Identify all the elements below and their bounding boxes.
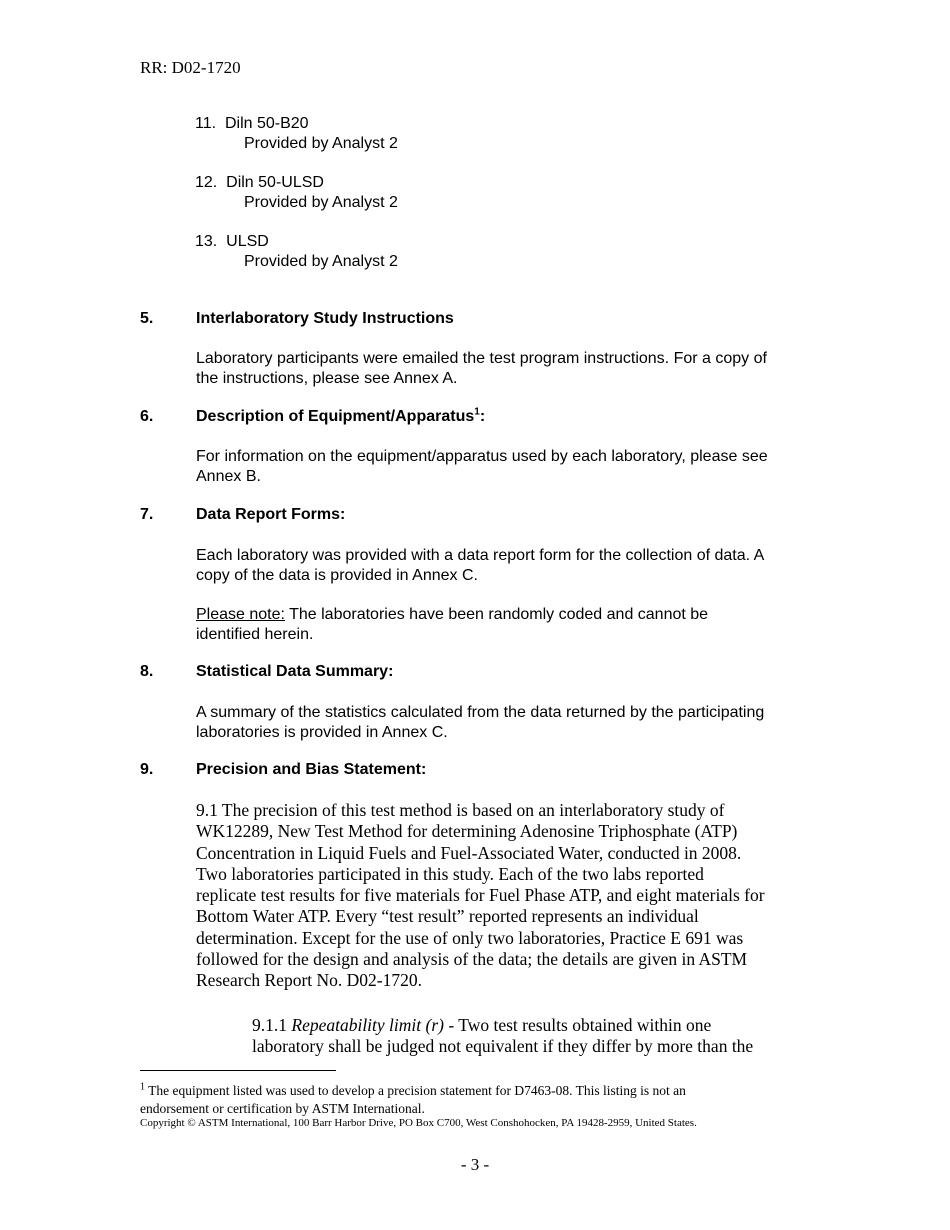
paragraph-line: Bottom Water ATP. Every “test result” reported represents an individual: [196, 906, 699, 927]
section-body-line: For information on the equipment/apparatus used by each laboratory, please see: [196, 448, 768, 465]
page-number: - 3 -: [460, 1155, 490, 1174]
section-number: 7.: [140, 506, 154, 523]
footnote-line: [140, 1082, 686, 1099]
repeatability-line: [252, 1015, 711, 1036]
section-body-line: copy of the data is provided in Annex C.: [196, 567, 478, 584]
list-item: [195, 114, 309, 134]
list-item-number: 11.: [195, 115, 217, 132]
paragraph-line: followed for the design and analysis of the data; the details are given in ASTM: [196, 949, 748, 970]
paragraph-text: - Two test results obtained within one: [443, 1015, 712, 1035]
precision-paragraph: [196, 800, 765, 992]
footnote-mark: 1: [140, 1081, 145, 1093]
list-item-number: 13.: [195, 233, 218, 250]
paragraph-line: replicate test results for five materials for Fuel Phase ATP, and eight materials for: [196, 885, 765, 906]
footnote-text: The equipment listed was used to develop a precision statement for D7463-08. This listing is not an: [145, 1083, 686, 1098]
paragraph-line: Two laboratories participated in this study. Each of the two labs reported: [196, 863, 704, 884]
list-item: [195, 173, 324, 193]
list-item-name: Diln 50-ULSD: [226, 174, 324, 191]
list-item-note: Provided by Analyst 2: [244, 253, 398, 270]
section-title-equipment: [196, 408, 485, 426]
footnote-separator: [140, 1070, 336, 1071]
section-title-statistics: Statistical Data Summary:: [196, 663, 394, 680]
list-item-note: Provided by Analyst 2: [244, 135, 398, 152]
footnote-ref: 1: [474, 406, 480, 418]
copyright-notice: Copyright © ASTM International, 100 Barr Harbor Drive, PO Box C700, West Conshohocken, PA 19428-2959, United States.: [140, 1117, 697, 1129]
section-number: 8.: [140, 663, 154, 680]
note-text: The laboratories have been randomly coded and cannot be: [284, 606, 709, 623]
paragraph-line: 9.1 The precision of this test method is based on an interlaboratory study of: [196, 800, 725, 820]
section-title-colon: :: [479, 408, 486, 425]
section-body-line: Each laboratory was provided with a data report form for the collection of data. A: [196, 547, 765, 564]
paragraph-line: Concentration in Liquid Fuels and Fuel-Associated Water, conducted in 2008.: [196, 842, 742, 863]
section-title-precision: Precision and Bias Statement:: [196, 761, 427, 778]
footnote-line: endorsement or certification by ASTM International.: [140, 1101, 425, 1116]
section-number: 5.: [140, 310, 154, 327]
subsection-number: 9.1.1: [252, 1015, 292, 1035]
section-number: 9.: [140, 761, 154, 778]
section-title-instructions: Interlaboratory Study Instructions: [196, 310, 454, 327]
paragraph-line: WK12289, New Test Method for determining Adenosine Triphosphate (ATP): [196, 821, 738, 842]
section-body-line: Laboratory participants were emailed the test program instructions. For a copy of: [196, 350, 767, 367]
list-item-name: ULSD: [226, 233, 269, 250]
note-line: [196, 605, 708, 625]
list-item-note: Provided by Analyst 2: [244, 194, 398, 211]
note-label: Please note:: [196, 606, 285, 623]
section-body-line: laboratories is provided in Annex C.: [196, 724, 448, 741]
paragraph-line: determination. Except for the use of only two laboratories, Practice E 691 was: [196, 927, 744, 948]
paragraph-line: Research Report No. D02-1720.: [196, 970, 422, 991]
list-item-number: 12.: [195, 174, 218, 191]
section-number: 6.: [140, 408, 154, 425]
list-item-name: Diln 50-B20: [224, 115, 309, 132]
section-title-text: Description of Equipment/Apparatus: [196, 408, 475, 425]
list-item: [195, 232, 269, 252]
report-id-header: RR: D02-1720: [140, 58, 241, 77]
repeatability-term: Repeatability limit (r): [291, 1015, 444, 1035]
section-title-data-report: Data Report Forms:: [196, 506, 346, 523]
section-body-line: A summary of the statistics calculated from the data returned by the participating: [196, 704, 765, 721]
section-body-line: the instructions, please see Annex A.: [196, 370, 458, 387]
note-line: identified herein.: [196, 626, 314, 643]
paragraph-line: laboratory shall be judged not equivalent if they differ by more than the: [252, 1036, 754, 1056]
section-body-line: Annex B.: [196, 468, 261, 485]
